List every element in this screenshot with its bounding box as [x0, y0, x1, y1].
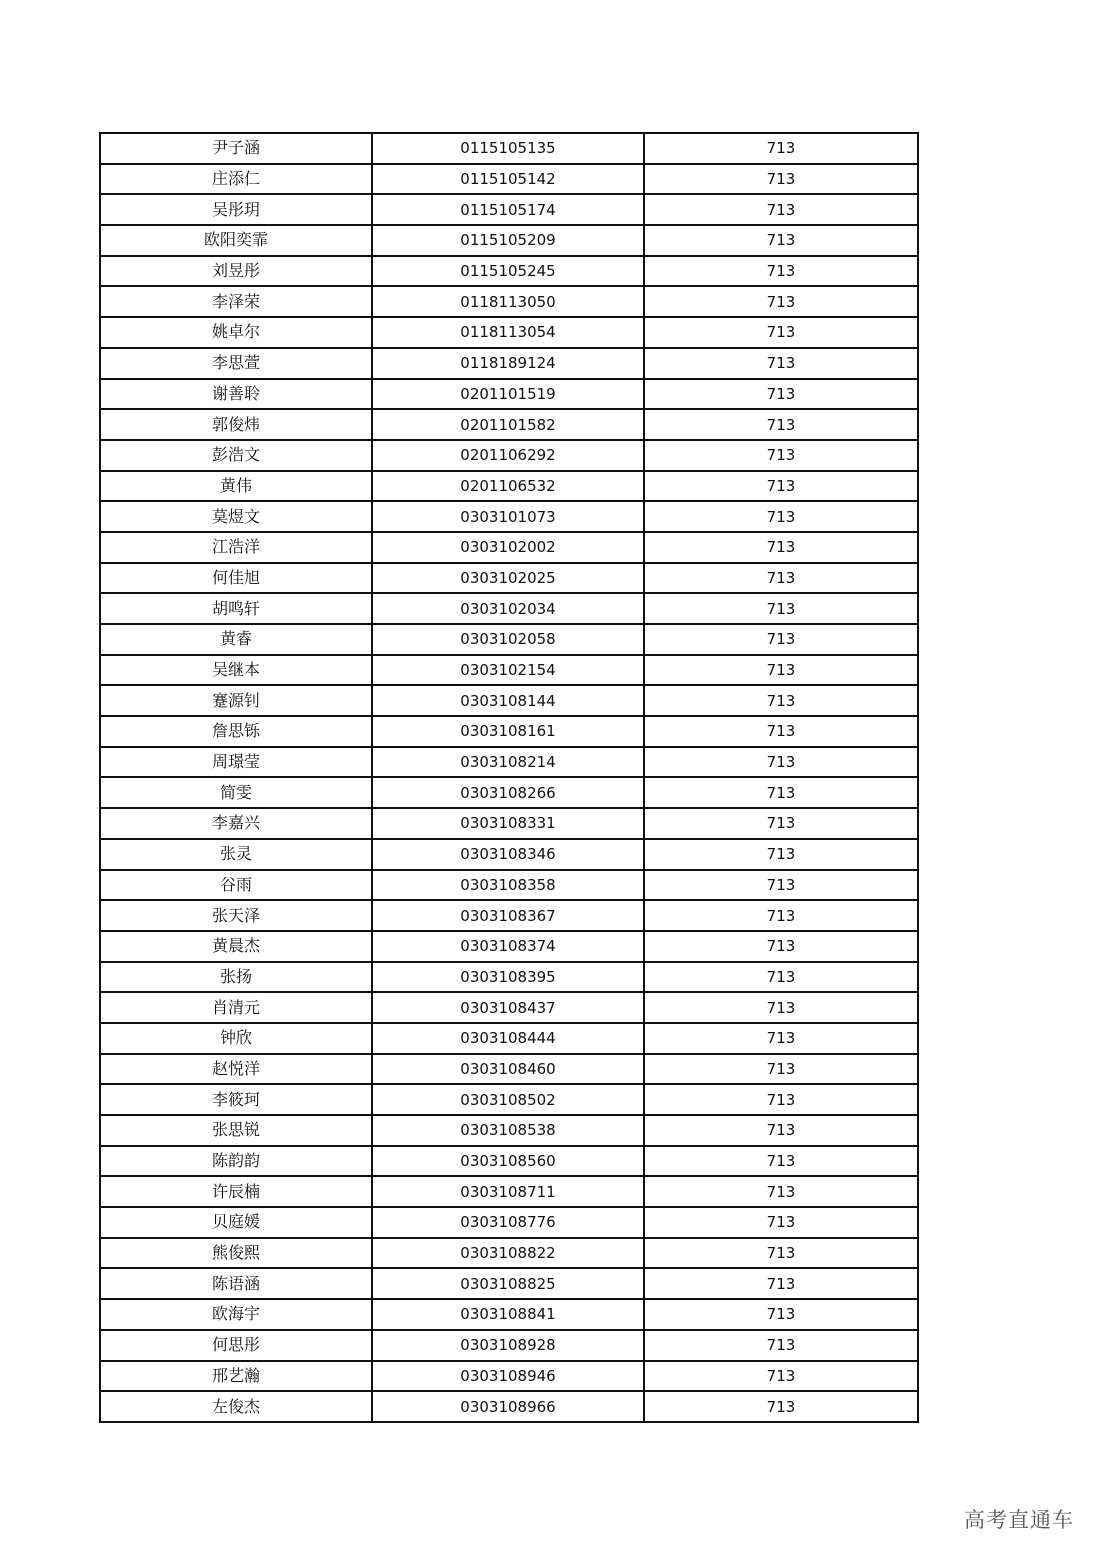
- exam-number-cell: 0303108214: [372, 747, 644, 778]
- score-cell: 713: [644, 194, 918, 225]
- table-row: [100, 348, 918, 379]
- exam-number-cell: 0303102154: [372, 655, 644, 686]
- score-cell: 713: [644, 1054, 918, 1085]
- student-name-cell: 陈语涵: [100, 1268, 372, 1299]
- table-row: [100, 716, 918, 747]
- exam-number-cell: 0303108346: [372, 839, 644, 870]
- exam-number-cell: 0303101073: [372, 501, 644, 532]
- student-name-cell: 左俊杰: [100, 1391, 372, 1422]
- student-name-cell: 简雯: [100, 777, 372, 808]
- exam-number-cell: 0303108374: [372, 931, 644, 962]
- student-name-cell: 莫煜文: [100, 501, 372, 532]
- exam-number-cell: 0303108161: [372, 716, 644, 747]
- student-name-cell: 江浩洋: [100, 532, 372, 563]
- score-cell: 713: [644, 1391, 918, 1422]
- table-row: [100, 194, 918, 225]
- student-name-cell: 吴继本: [100, 655, 372, 686]
- score-cell: 713: [644, 593, 918, 624]
- score-cell: 713: [644, 1023, 918, 1054]
- student-name-cell: 张天泽: [100, 900, 372, 931]
- student-name-cell: 吴彤玥: [100, 194, 372, 225]
- score-cell: 713: [644, 747, 918, 778]
- score-cell: 713: [644, 471, 918, 502]
- table-row: [100, 1023, 918, 1054]
- table-row: [100, 931, 918, 962]
- exam-number-cell: 0115105142: [372, 164, 644, 195]
- exam-number-cell: 0115105209: [372, 225, 644, 256]
- score-cell: 713: [644, 624, 918, 655]
- score-cell: 713: [644, 256, 918, 287]
- student-name-cell: 黄睿: [100, 624, 372, 655]
- exam-number-cell: 0303108331: [372, 808, 644, 839]
- score-cell: 713: [644, 501, 918, 532]
- exam-number-cell: 0303108444: [372, 1023, 644, 1054]
- student-name-cell: 李筱珂: [100, 1084, 372, 1115]
- table-row: [100, 532, 918, 563]
- table-row: [100, 501, 918, 532]
- exam-number-cell: 0201101582: [372, 409, 644, 440]
- table-row: [100, 839, 918, 870]
- table-row: [100, 1391, 918, 1422]
- exam-number-cell: 0303102058: [372, 624, 644, 655]
- score-cell: 713: [644, 716, 918, 747]
- exam-number-cell: 0303108460: [372, 1054, 644, 1085]
- score-cell: 713: [644, 870, 918, 901]
- score-cell: 713: [644, 1146, 918, 1177]
- exam-number-cell: 0303102034: [372, 593, 644, 624]
- score-cell: 713: [644, 962, 918, 993]
- score-cell: 713: [644, 379, 918, 410]
- table-row: [100, 379, 918, 410]
- table-row: [100, 440, 918, 471]
- student-name-cell: 贝庭媛: [100, 1207, 372, 1238]
- table-row: [100, 593, 918, 624]
- exam-number-cell: 0115105135: [372, 133, 644, 164]
- table-row: [100, 1054, 918, 1085]
- table-row: [100, 900, 918, 931]
- student-name-cell: 尹子涵: [100, 133, 372, 164]
- student-name-cell: 钟欣: [100, 1023, 372, 1054]
- exam-number-cell: 0303108946: [372, 1361, 644, 1392]
- student-name-cell: 张扬: [100, 962, 372, 993]
- student-name-cell: 庄添仁: [100, 164, 372, 195]
- table-row: [100, 1238, 918, 1269]
- exam-number-cell: 0115105174: [372, 194, 644, 225]
- exam-number-cell: 0303108822: [372, 1238, 644, 1269]
- score-cell: 713: [644, 286, 918, 317]
- student-name-cell: 何思彤: [100, 1330, 372, 1361]
- exam-number-cell: 0303108966: [372, 1391, 644, 1422]
- table-row: [100, 471, 918, 502]
- exam-number-cell: 0303108841: [372, 1299, 644, 1330]
- exam-number-cell: 0303108502: [372, 1084, 644, 1115]
- table-row: [100, 624, 918, 655]
- score-cell: 713: [644, 440, 918, 471]
- score-table-container: [99, 132, 917, 1423]
- table-row: [100, 962, 918, 993]
- student-name-cell: 刘昱彤: [100, 256, 372, 287]
- table-row: [100, 1268, 918, 1299]
- exam-number-cell: 0303108395: [372, 962, 644, 993]
- score-cell: 713: [644, 1176, 918, 1207]
- table-row: [100, 164, 918, 195]
- student-name-cell: 许辰楠: [100, 1176, 372, 1207]
- student-name-cell: 陈韵韵: [100, 1146, 372, 1177]
- student-name-cell: 郭俊炜: [100, 409, 372, 440]
- table-row: [100, 1176, 918, 1207]
- score-cell: 713: [644, 348, 918, 379]
- table-row: [100, 563, 918, 594]
- exam-number-cell: 0118113050: [372, 286, 644, 317]
- table-row: [100, 808, 918, 839]
- score-cell: 713: [644, 225, 918, 256]
- student-name-cell: 谢善聆: [100, 379, 372, 410]
- exam-number-cell: 0118189124: [372, 348, 644, 379]
- exam-number-cell: 0303108358: [372, 870, 644, 901]
- student-name-cell: 彭浩文: [100, 440, 372, 471]
- student-name-cell: 谷雨: [100, 870, 372, 901]
- table-row: [100, 685, 918, 716]
- exam-number-cell: 0303108367: [372, 900, 644, 931]
- student-name-cell: 姚卓尔: [100, 317, 372, 348]
- table-row: [100, 655, 918, 686]
- table-row: [100, 1084, 918, 1115]
- score-cell: 713: [644, 532, 918, 563]
- student-name-cell: 张灵: [100, 839, 372, 870]
- exam-number-cell: 0303108560: [372, 1146, 644, 1177]
- score-cell: 713: [644, 808, 918, 839]
- student-name-cell: 张思锐: [100, 1115, 372, 1146]
- exam-number-cell: 0115105245: [372, 256, 644, 287]
- score-cell: 713: [644, 1268, 918, 1299]
- table-row: [100, 286, 918, 317]
- table-row: [100, 992, 918, 1023]
- table-row: [100, 256, 918, 287]
- exam-number-cell: 0303108266: [372, 777, 644, 808]
- score-cell: 713: [644, 655, 918, 686]
- student-name-cell: 李泽荣: [100, 286, 372, 317]
- student-name-cell: 赵悦洋: [100, 1054, 372, 1085]
- score-cell: 713: [644, 1084, 918, 1115]
- student-name-cell: 李思萱: [100, 348, 372, 379]
- score-cell: 713: [644, 1238, 918, 1269]
- score-cell: 713: [644, 685, 918, 716]
- student-name-cell: 熊俊熙: [100, 1238, 372, 1269]
- table-row: [100, 317, 918, 348]
- student-name-cell: 胡鸣轩: [100, 593, 372, 624]
- exam-number-cell: 0118113054: [372, 317, 644, 348]
- student-name-cell: 肖清元: [100, 992, 372, 1023]
- table-row: [100, 870, 918, 901]
- exam-number-cell: 0303102025: [372, 563, 644, 594]
- exam-number-cell: 0303108928: [372, 1330, 644, 1361]
- student-name-cell: 邢艺瀚: [100, 1361, 372, 1392]
- table-row: [100, 777, 918, 808]
- score-cell: 713: [644, 1115, 918, 1146]
- student-name-cell: 詹思铄: [100, 716, 372, 747]
- watermark-text: 高考直通车: [964, 1508, 1074, 1532]
- score-cell: 713: [644, 1207, 918, 1238]
- exam-number-cell: 0303108437: [372, 992, 644, 1023]
- student-name-cell: 何佳旭: [100, 563, 372, 594]
- exam-number-cell: 0303108776: [372, 1207, 644, 1238]
- exam-number-cell: 0201106532: [372, 471, 644, 502]
- table-row: [100, 409, 918, 440]
- exam-number-cell: 0303102002: [372, 532, 644, 563]
- table-row: [100, 225, 918, 256]
- exam-number-cell: 0303108144: [372, 685, 644, 716]
- score-cell: 713: [644, 992, 918, 1023]
- table-row: [100, 1299, 918, 1330]
- table-row: [100, 1207, 918, 1238]
- score-cell: 713: [644, 1330, 918, 1361]
- student-name-cell: 欧海宇: [100, 1299, 372, 1330]
- exam-number-cell: 0303108711: [372, 1176, 644, 1207]
- score-cell: 713: [644, 839, 918, 870]
- student-name-cell: 周璟莹: [100, 747, 372, 778]
- score-cell: 713: [644, 164, 918, 195]
- score-cell: 713: [644, 317, 918, 348]
- table-row: [100, 1330, 918, 1361]
- score-cell: 713: [644, 563, 918, 594]
- table-row: [100, 747, 918, 778]
- score-cell: 713: [644, 900, 918, 931]
- student-name-cell: 蹇源钊: [100, 685, 372, 716]
- table-row: [100, 1361, 918, 1392]
- table-row: [100, 1146, 918, 1177]
- student-name-cell: 李嘉兴: [100, 808, 372, 839]
- student-name-cell: 黄伟: [100, 471, 372, 502]
- student-name-cell: 欧阳奕霏: [100, 225, 372, 256]
- score-cell: 713: [644, 777, 918, 808]
- exam-number-cell: 0303108825: [372, 1268, 644, 1299]
- table-row: [100, 133, 918, 164]
- score-cell: 713: [644, 133, 918, 164]
- score-table-body: [100, 133, 918, 1422]
- score-table: [99, 132, 919, 1423]
- exam-number-cell: 0201101519: [372, 379, 644, 410]
- score-cell: 713: [644, 409, 918, 440]
- score-cell: 713: [644, 931, 918, 962]
- score-cell: 713: [644, 1361, 918, 1392]
- score-cell: 713: [644, 1299, 918, 1330]
- student-name-cell: 黄晨杰: [100, 931, 372, 962]
- exam-number-cell: 0201106292: [372, 440, 644, 471]
- exam-number-cell: 0303108538: [372, 1115, 644, 1146]
- table-row: [100, 1115, 918, 1146]
